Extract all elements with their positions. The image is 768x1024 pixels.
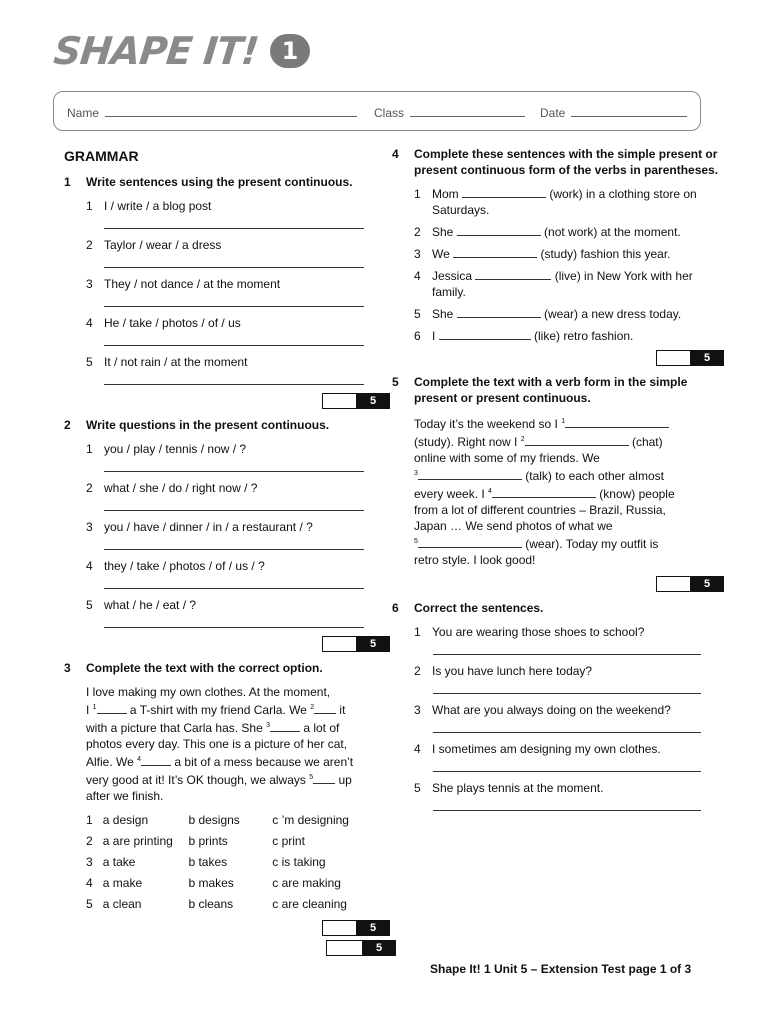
- list-item: 6 I (like) retro fashion.: [414, 329, 634, 343]
- answer-line[interactable]: [104, 535, 364, 550]
- answer-line[interactable]: [104, 292, 364, 307]
- question-4-items: [392, 186, 726, 344]
- score-total: 5: [356, 920, 390, 936]
- option-c[interactable]: c are making: [272, 876, 341, 890]
- option-b[interactable]: b prints: [188, 834, 228, 848]
- question-6-items: [392, 624, 726, 811]
- gap-blank[interactable]: [525, 434, 629, 446]
- list-item: 4 they / take / photos / of / us / ?: [86, 559, 265, 573]
- page-footer: Shape It! 1 Unit 5 – Extension Test page 1 of 3: [430, 962, 692, 976]
- option-row: 2 a are printing b prints c print: [86, 833, 384, 849]
- gap-blank[interactable]: [97, 702, 127, 714]
- option-c[interactable]: c ’m designing: [272, 813, 349, 827]
- score-input[interactable]: [656, 576, 690, 592]
- question-5-text: Today it’s the weekend so I $^1$ (study). Right now I $^2$ (chat) online with some of my friends. We $^3$ (talk) to each other almost every week. I $^4$ (know) people from a lot of different countries – Brazil, Russia, Japan … We send photos of what we $^5$ (wear). Today my outfit is retro style. I look good!: [414, 417, 675, 567]
- answer-line[interactable]: [433, 718, 701, 733]
- score-total: 5: [690, 576, 724, 592]
- question-1-items: [64, 198, 384, 385]
- list-item: 5 She (wear) a new dress today.: [414, 307, 682, 321]
- list-item: 2 Taylor / wear / a dress: [86, 238, 222, 252]
- date-field[interactable]: [540, 106, 687, 120]
- gap-blank[interactable]: [418, 536, 522, 548]
- gap-blank[interactable]: [439, 328, 531, 340]
- option-a[interactable]: a make: [102, 876, 143, 890]
- score-box-q4: [392, 350, 724, 366]
- score-total: 5: [356, 393, 390, 409]
- answer-line[interactable]: [104, 214, 364, 229]
- option-c[interactable]: c print: [272, 834, 305, 848]
- list-item: 1 Mom (work) in a clothing store on Saturdays.: [414, 187, 697, 217]
- option-row: 5 a clean b cleans c are cleaning: [86, 896, 384, 912]
- option-c[interactable]: c are cleaning: [272, 897, 347, 911]
- list-item: 3 What are you always doing on the weekend?: [414, 703, 671, 717]
- gap-blank[interactable]: [141, 754, 171, 766]
- answer-line[interactable]: [433, 757, 701, 772]
- answer-line[interactable]: [433, 640, 701, 655]
- score-total: 5: [690, 350, 724, 366]
- gap-blank[interactable]: [453, 246, 537, 258]
- answer-line[interactable]: [433, 679, 701, 694]
- option-a[interactable]: a design: [102, 813, 149, 827]
- list-item: 3 We (study) fashion this year.: [414, 247, 671, 261]
- list-item: 2 She (not work) at the moment.: [414, 225, 681, 239]
- gap-blank[interactable]: [270, 720, 300, 732]
- list-item: 4 Jessica (live) in New York with her family.: [414, 269, 693, 299]
- question-4-instruction: 4 Complete these sentences with the simple present or present continuous form of the verbs in parentheses.: [392, 147, 719, 177]
- answer-line[interactable]: [104, 253, 364, 268]
- question-6-instruction: 6 Correct the sentences.: [392, 601, 544, 615]
- option-b[interactable]: b takes: [188, 855, 228, 869]
- score-input[interactable]: [322, 393, 356, 409]
- gap-blank[interactable]: [418, 468, 522, 480]
- answer-line[interactable]: [104, 613, 364, 628]
- list-item: 4 I sometimes am designing my own clothes.: [414, 742, 661, 756]
- answer-line[interactable]: [104, 574, 364, 589]
- option-b[interactable]: b makes: [188, 876, 234, 890]
- score-input[interactable]: [322, 920, 356, 936]
- score-box-total: [64, 940, 396, 956]
- date-label: Date: [540, 106, 566, 120]
- gap-blank[interactable]: [313, 772, 335, 784]
- answer-line[interactable]: [104, 331, 364, 346]
- left-column: [64, 140, 384, 964]
- name-line: [105, 106, 357, 117]
- list-item: 3 you / have / dinner / in / a restaurant / ?: [86, 520, 313, 534]
- question-2-items: [64, 441, 384, 628]
- question-2-instruction: 2 Write questions in the present continuous.: [64, 418, 330, 432]
- question-3-instruction: 3 Complete the text with the correct option.: [64, 661, 323, 675]
- score-box-q1: [64, 393, 390, 409]
- class-line: [410, 106, 525, 117]
- list-item: 1 I / write / a blog post: [86, 199, 212, 213]
- list-item: 1 You are wearing those shoes to school?: [414, 625, 645, 639]
- logo: [51, 26, 310, 76]
- list-item: 2 what / she / do / right now / ?: [86, 481, 258, 495]
- name-label: Name: [67, 106, 100, 120]
- section-title: GRAMMAR: [64, 148, 139, 164]
- option-a[interactable]: a are printing: [102, 834, 173, 848]
- score-input[interactable]: [326, 940, 362, 956]
- list-item: 1 you / play / tennis / now / ?: [86, 442, 247, 456]
- score-total: 5: [356, 636, 390, 652]
- student-info-box: [53, 91, 701, 131]
- answer-line[interactable]: [104, 457, 364, 472]
- answer-line[interactable]: [104, 496, 364, 511]
- logo-text: SHAPE IT!: [51, 29, 261, 73]
- answer-line[interactable]: [104, 370, 364, 385]
- gap-blank[interactable]: [462, 186, 546, 198]
- class-field[interactable]: [374, 106, 525, 120]
- right-column: [392, 146, 726, 819]
- gap-blank[interactable]: [492, 486, 596, 498]
- score-box-q5: [392, 576, 724, 592]
- score-box-q2: [64, 636, 390, 652]
- gap-blank[interactable]: [475, 268, 551, 280]
- option-b[interactable]: b designs: [188, 813, 240, 827]
- score-input[interactable]: [322, 636, 356, 652]
- gap-blank[interactable]: [457, 306, 541, 318]
- name-field[interactable]: [67, 106, 357, 120]
- option-row: 3 a take b takes c is taking: [86, 854, 384, 870]
- question-5-instruction: 5 Complete the text with a verb form in the simple present or present continuous.: [392, 375, 688, 405]
- option-row: 4 a make b makes c are making: [86, 875, 384, 891]
- gap-blank[interactable]: [314, 702, 336, 714]
- class-label: Class: [374, 106, 405, 120]
- option-a[interactable]: a take: [102, 855, 136, 869]
- gap-blank[interactable]: [457, 224, 541, 236]
- option-b[interactable]: b cleans: [188, 897, 234, 911]
- date-line: [571, 106, 687, 117]
- list-item: 2 Is you have lunch here today?: [414, 664, 593, 678]
- option-a[interactable]: a clean: [102, 897, 142, 911]
- gap-blank[interactable]: [565, 416, 669, 428]
- list-item: 5 It / not rain / at the moment: [86, 355, 248, 369]
- option-c[interactable]: c is taking: [272, 855, 326, 869]
- score-box-q3: [64, 920, 390, 936]
- score-total: 5: [362, 940, 396, 956]
- level-badge: 1: [270, 34, 310, 68]
- answer-line[interactable]: [433, 796, 701, 811]
- list-item: 3 They / not dance / at the moment: [86, 277, 281, 291]
- list-item: 4 He / take / photos / of / us: [86, 316, 241, 330]
- question-3-text: I love making my own clothes. At the moment, I $^1$ a T-shirt with my friend Carla. We $^2$ it with a picture that Carla has. She $^3$ a lot of photos every day. This one is a picture of her cat, Alfie. We $^4$ a bit of a mess because we aren’t very good at it! It’s OK though, we always $^5$ up after we finish.: [86, 685, 354, 803]
- list-item: 5 what / he / eat / ?: [86, 598, 197, 612]
- option-row: 1 a design b designs c ’m designing: [86, 812, 384, 828]
- question-3-options: [86, 812, 384, 912]
- score-input[interactable]: [656, 350, 690, 366]
- list-item: 5 She plays tennis at the moment.: [414, 781, 604, 795]
- question-1-instruction: 1 Write sentences using the present continuous.: [64, 175, 353, 189]
